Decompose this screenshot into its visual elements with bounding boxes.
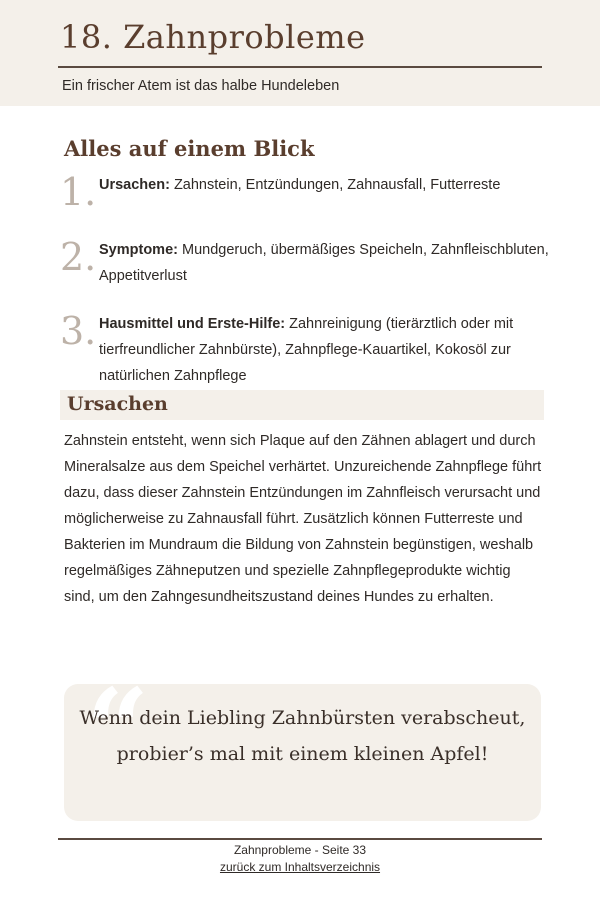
item-description: Mundgeruch, übermäßiges Speicheln, Zahnfleischbluten, Appetitverlust xyxy=(99,242,549,284)
page-subtitle: Ein frischer Atem ist das halbe Hundeleben xyxy=(62,78,340,94)
item-description: Zahnreinigung (tierärztlich oder mit tierfreundlicher Zahnbürste), Zahnpflege-Kauartikel, Kokosöl zur natürlichen Zahnpflege xyxy=(99,316,514,384)
item-label: Ursachen: xyxy=(99,177,170,193)
page-title: 18. Zahnprobleme xyxy=(60,18,366,56)
item-label: Symptome: xyxy=(99,242,178,258)
footer-page-label: Zahnprobleme - Seite 33 xyxy=(233,843,367,857)
item-number: 3. xyxy=(60,309,97,353)
toc-link[interactable]: zurück zum Inhaltsverzeichnis xyxy=(219,860,381,874)
header-band xyxy=(0,0,600,106)
quote-mark-icon: “ xyxy=(86,664,150,793)
quote-text: Wenn dein Liebling Zahnbürsten verabscheut, probier’s mal mit einem kleinen Apfel! xyxy=(79,707,526,765)
item-description: Zahnstein, Entzündungen, Zahnausfall, Futterreste xyxy=(169,177,501,193)
ursachen-heading: Ursachen xyxy=(67,393,168,415)
footer-divider xyxy=(58,838,542,840)
ursachen-heading-bar xyxy=(60,390,544,420)
item-text xyxy=(99,237,549,289)
item-number: 2. xyxy=(60,235,97,279)
ursachen-body: Zahnstein entsteht, wenn sich Plaque auf den Zähnen ablagert und durch Mineralsalze aus dem Speichel verhärtet. Unzureichende Zahnpflege führt dazu, dass dieser Zahnstein Entzündungen im Zahnfleisch verursacht und möglicherweise zu Zahnausfall führt. Zusätzlich können Futterreste und Bakterien im Mundraum die Bildung von Zahnstein begünstigen, weshalb regelmäßiges Zähneputzen und spezielle Zahnpflegeprodukte wichtig sind, um den Zahngesundheitszustand deines Hundes zu erhalten. xyxy=(64,433,542,605)
footer-link-container xyxy=(0,860,600,874)
item-label: Hausmittel und Erste-Hilfe: xyxy=(99,316,286,332)
header-divider xyxy=(58,66,542,68)
quote-box xyxy=(64,664,541,821)
item-text xyxy=(99,172,549,198)
item-text xyxy=(99,311,549,389)
overview-heading: Alles auf einem Blick xyxy=(64,136,315,161)
item-number: 1. xyxy=(60,170,97,214)
